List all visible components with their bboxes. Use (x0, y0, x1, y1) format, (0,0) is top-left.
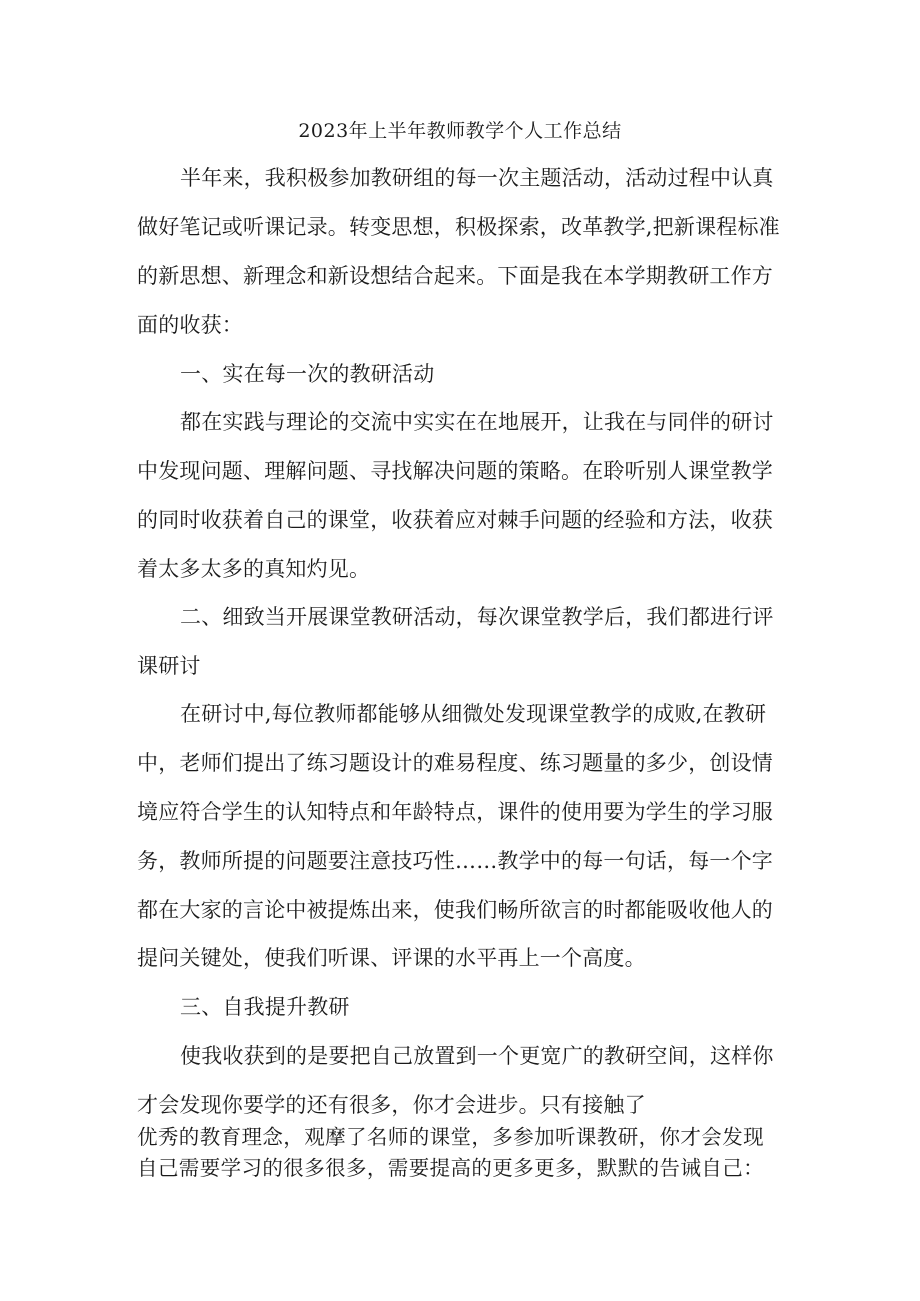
section-heading: 三、自我提升教研 (180, 995, 350, 1019)
section-heading: 课研讨 (137, 654, 201, 678)
paragraph-line: 中，老师们提出了练习题设计的难易程度、练习题量的多少，创设情 (137, 751, 773, 775)
paragraph-line: 才会发现你要学的还有很多，你才会进步。只有接触了 (137, 1093, 646, 1117)
paragraph-line: 都在实践与理论的交流中实实在在地展开，让我在与同伴的研讨 (180, 410, 774, 434)
paragraph-line: 着太多太多的真知灼见。 (137, 557, 371, 581)
paragraph-line: 都在大家的言论中被提炼出来，使我们畅所欲言的时都能吸收他人的 (137, 898, 773, 922)
paragraph-line: 的新思想、新理念和新设想结合起来。下面是我在本学期教研工作方 (137, 264, 773, 288)
paragraph-line: 境应符合学生的认知特点和年龄特点，课件的使用要为学生的学习服 (137, 800, 773, 824)
paragraph-line: 中发现问题、理解问题、寻找解决问题的策略。在聆听别人课堂教学 (137, 459, 773, 483)
section-heading: 一、实在每一次的教研活动 (180, 362, 435, 386)
section-heading: 二、细致当开展课堂教研活动，每次课堂教学后，我们都进行评 (180, 605, 774, 629)
paragraph-line: 提问关键处，使我们听课、评课的水平再上一个高度。 (137, 946, 646, 970)
paragraph-line: 务，教师所提的问题要注意技巧性……教学中的每一句话，每一个字 (137, 849, 773, 873)
paragraph-line: 自己需要学习的很多很多，需要提高的更多更多，默默的告诫自己： (137, 1156, 764, 1180)
paragraph-line: 做好笔记或听课记录。转变思想，积极探索，改革教学,把新课程标准 (137, 215, 780, 239)
paragraph-line: 优秀的教育理念，观摩了名师的课堂，多参加听课教研，你才会发现 (137, 1125, 764, 1149)
paragraph-line: 使我收获到的是要把自己放置到一个更宽广的教研空间，这样你 (180, 1044, 774, 1068)
paragraph-line: 半年来，我积极参加教研组的每一次主题活动，活动过程中认真 (180, 166, 774, 190)
paragraph-line: 面的收获： (137, 313, 243, 337)
document-title: 2023年上半年教师教学个人工作总结 (298, 120, 622, 142)
paragraph-line: 在研讨中,每位教师都能够从细微处发现课堂教学的成败,在教研 (180, 702, 767, 726)
paragraph-line: 的同时收获着自己的课堂，收获着应对棘手问题的经验和方法，收获 (137, 508, 773, 532)
